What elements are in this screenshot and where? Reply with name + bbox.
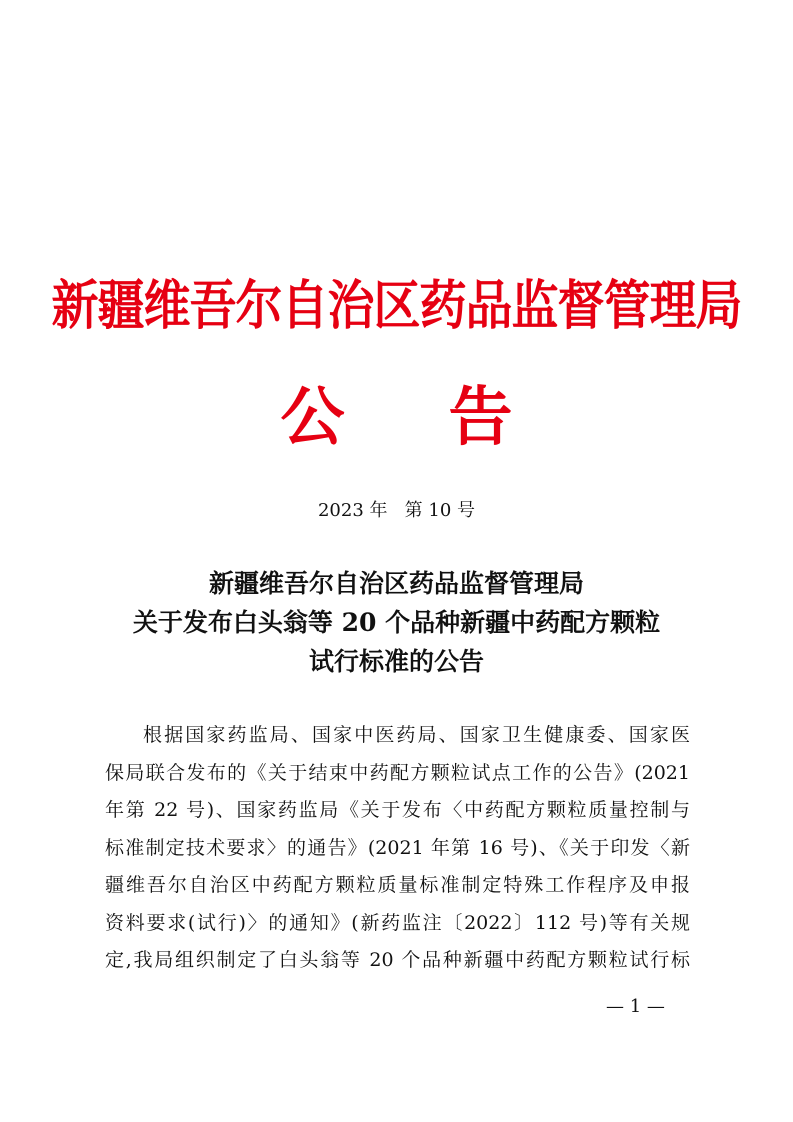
body-line: 年第 22 号)、国家药监局《关于发布〈中药配方颗粒质量控制与 [105, 799, 690, 821]
body-line: 根据国家药监局、国家中医药局、国家卫生健康委、国家医 [143, 724, 690, 746]
title-line-1: 新疆维吾尔自治区药品监督管理局 [208, 569, 584, 598]
title-line-2: 关于发布白头翁等 20 个品种新疆中药配方颗粒 [132, 608, 661, 637]
document-type-char-2: 告 [448, 380, 513, 455]
body-line: 标准制定技术要求〉的通告》(2021 年第 16 号)、《关于印发〈新 [105, 836, 690, 859]
issuing-agency-name: 新疆维吾尔自治区药品监督管理局 [51, 275, 742, 337]
body-line: 资料要求(试行)〉的通知》(新药监注〔2022〕112 号)等有关规 [105, 911, 690, 934]
title-line-3: 试行标准的公告 [308, 647, 484, 676]
page-number: — 1 — [606, 996, 665, 1017]
document-title [0, 564, 793, 681]
document-type-char-1: 公 [280, 380, 345, 455]
body-paragraph [105, 717, 690, 980]
body-line: 疆维吾尔自治区中药配方颗粒质量标准制定特殊工作程序及申报 [105, 874, 690, 896]
body-line: 保局联合发布的《关于结束中药配方颗粒试点工作的公告》(2021 [105, 761, 690, 784]
document-type-heading [0, 366, 793, 458]
document-number: 2023 年 第 10 号 [317, 500, 476, 521]
body-line: 定,我局组织制定了白头翁等 20 个品种新疆中药配方颗粒试行标 [105, 949, 690, 971]
